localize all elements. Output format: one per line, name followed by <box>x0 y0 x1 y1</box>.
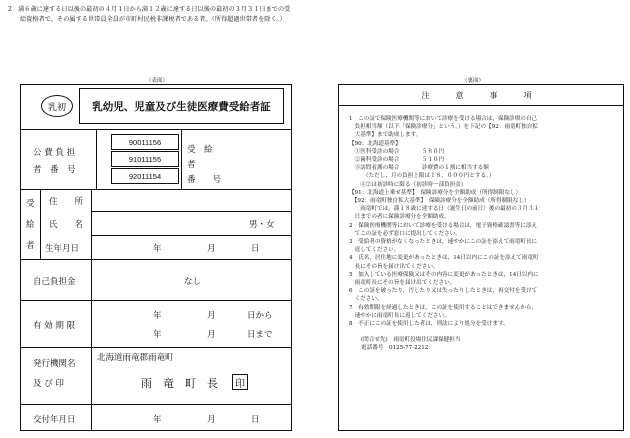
rule <box>96 129 97 189</box>
address-label: 住 所 <box>49 197 84 207</box>
recipient-number-label-line-1: 受 給 <box>187 145 213 155</box>
recipient-side-char-2: 給 <box>26 220 35 230</box>
rule <box>91 347 92 404</box>
rule <box>181 129 182 189</box>
note-line: 3 受給者の資格がなくなったときは，速やかにこの証を添えて雨竜町長に <box>349 239 538 246</box>
rule <box>91 211 291 212</box>
issue-year: 年 <box>153 415 162 425</box>
back-caption: （裏面） <box>462 78 485 84</box>
birth-date-label: 生年月日 <box>45 244 80 254</box>
note-line: 日までの者に保険診療分を全額助成。 <box>349 214 450 221</box>
rule <box>91 235 291 236</box>
issue-month: 月 <box>207 415 216 425</box>
rule <box>21 259 291 260</box>
rule <box>40 189 41 259</box>
name-label: 氏 名 <box>49 220 84 230</box>
note-line: ください。 <box>349 296 383 303</box>
note-line: 大基準】まで助成します。 <box>349 132 422 139</box>
note-line: 2 保険医療機関等において診療を受ける場合は，電子資格確認書等に添え <box>349 222 538 229</box>
note-line: 雨竜町では，満１８歳に達する日（誕生日の前日）後の最初の３月３１ <box>349 206 540 213</box>
rule <box>91 300 92 347</box>
note-line: ①医科受診の場合 ５８０円 <box>349 148 445 155</box>
note-line: 負担相当額（以下「保険診療分」という。）を下記の【92：雨竜町独自拡 <box>349 124 538 131</box>
insurer-number-1: 90011156 <box>111 134 179 150</box>
issuer-label-line-1: 発行機関名 <box>33 359 76 369</box>
birth-day: 日 <box>251 244 260 254</box>
official-seal: 印 <box>232 374 248 390</box>
note-line: （ただし，月の負担上限は１８，０００円とする。） <box>349 173 495 180</box>
note-line: ③訪問看護の場合 診療費の１割に相当する額 <box>349 165 489 172</box>
birth-month: 月 <box>207 244 216 254</box>
category-badge: 乳初 <box>41 95 73 117</box>
rule <box>91 404 92 430</box>
rule <box>21 347 291 348</box>
recipient-side-char-3: 者 <box>26 241 35 251</box>
validity-from-year: 年 <box>153 311 162 321</box>
insurer-number-3: 92011154 <box>111 168 179 184</box>
certificate-front <box>20 84 292 431</box>
note-line: 長にその旨を届け出てください。 <box>349 263 439 270</box>
validity-to-suffix: 日まで <box>247 330 273 340</box>
rule <box>21 404 291 405</box>
issue-date-label: 交付年月日 <box>33 415 76 425</box>
phone-line: 電話番号 0125-77-2212 <box>361 345 429 352</box>
note-line: 4 氏名，居住地に変更があったときは，14日以内にこの証を添えて雨竜町 <box>349 255 539 262</box>
insurer-number-label-line-2: 者 番 号 <box>33 165 76 175</box>
note-line: 6 この証を破ったり，汚したり又は失ったりしたときは，再交付を受けて <box>349 288 538 295</box>
note-line: ④②は初診時に限る（初診時一部負担金） <box>349 181 467 188</box>
issuer-name: 北海道雨竜郡雨竜町 <box>97 353 174 363</box>
note-line: 8 不正にこの証を使用した者は，刑法により処分を受けます。 <box>349 321 509 328</box>
insurer-number-label-line-1: 公 費 負 担 <box>33 148 76 158</box>
top-note-line-2: 給資格者で、その属する世帯員全員が市町村民税非課税者である者。（所得超過世帯者を除く。） <box>20 16 286 23</box>
note-line: 返してください。 <box>349 247 400 254</box>
copay-label: 自己負担金 <box>33 277 76 287</box>
certificate-back <box>338 84 624 431</box>
recipient-number-label-line-2: 者 <box>187 160 196 170</box>
rule <box>21 129 291 130</box>
validity-from-suffix: 日から <box>247 311 273 321</box>
note-line: ②歯科受診の場合 ５１０円 <box>349 157 445 164</box>
note-line: 【90：北海道基準】 <box>349 140 401 147</box>
note-line: 1 この証で保険医療機関等において診療を受ける場合は，保険診療の自己 <box>349 116 538 122</box>
validity-from-month: 月 <box>207 311 216 321</box>
note-line: 【91：北海道上乗せ基準】 保険診療分を全額助成（所得制限なし） <box>349 189 522 196</box>
rule <box>91 259 92 300</box>
recipient-side-char-1: 受 <box>26 199 35 209</box>
notes-heading: 注 意 事 項 <box>339 85 623 106</box>
spacer <box>349 328 621 336</box>
contact-line: (問合せ先) 雨竜町役場住民課保健担当 <box>361 337 461 344</box>
validity-to-month: 月 <box>207 330 216 340</box>
rule <box>21 189 291 190</box>
mayor-title: 雨 竜 町 長 <box>141 377 218 390</box>
rule <box>21 300 291 301</box>
note-line: 7 有効期限を経過したときは，この証を使用することはできませんから， <box>349 304 538 311</box>
top-note <box>8 5 478 25</box>
insurer-number-2: 91011155 <box>111 151 179 167</box>
front-caption: （表面） <box>146 78 169 84</box>
note-line: てこの証を必ず窓口に提出してください。 <box>349 230 461 237</box>
validity-label: 有 効 期 限 <box>33 321 76 331</box>
rule <box>91 189 92 259</box>
copay-value: なし <box>184 277 202 287</box>
notes-list <box>349 115 621 353</box>
validity-to-year: 年 <box>153 330 162 340</box>
note-line: 【92：雨竜町独自拡大基準】 保険診療分を全額助成（所得制限なし） <box>349 198 530 205</box>
note-line: 速やかに雨竜町長に返してください。 <box>349 312 450 319</box>
certificate-title: 乳幼児、児童及び生徒医療費受給者証 <box>79 88 284 124</box>
issue-day: 日 <box>251 415 260 425</box>
recipient-number-label-line-3: 番 号 <box>187 175 222 185</box>
birth-year: 年 <box>153 244 162 254</box>
gender-value: 男・女 <box>249 220 275 230</box>
note-line: 雨竜町長にその旨を届け出てください。 <box>349 280 456 287</box>
note-line: 5 加入している医療保険又はその内容に変更があったときは，14日以内に <box>349 271 539 278</box>
issuer-label-line-2: 及 び 印 <box>33 379 64 389</box>
top-note-line-1: 2 満６歳に達する日以後の最初の４月１日から満１２歳に達する日以後の最初の３月３１日までの受 <box>8 6 291 13</box>
